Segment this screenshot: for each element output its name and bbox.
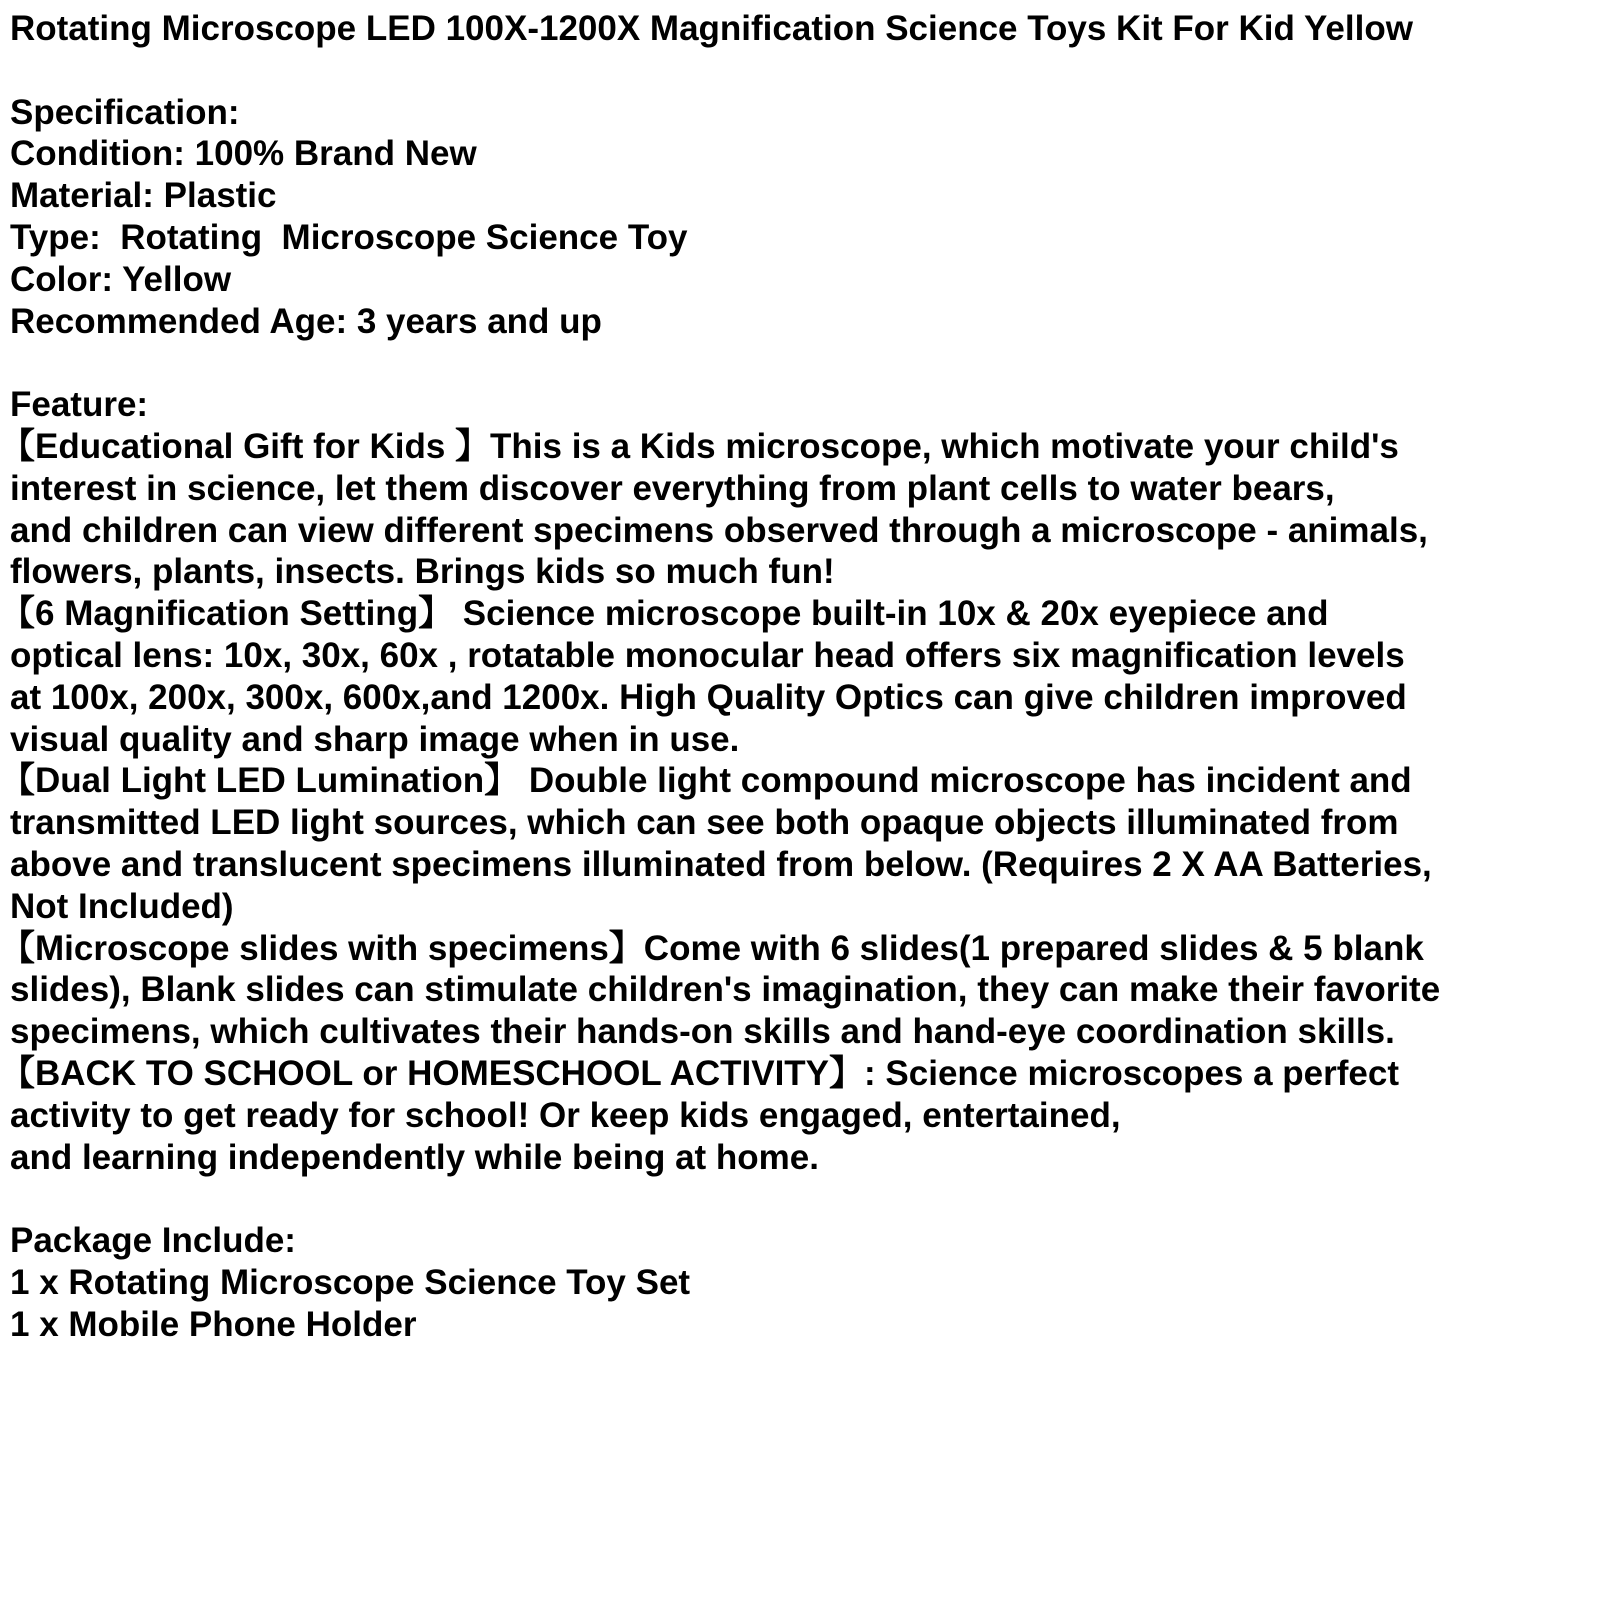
feature-line: at 100x, 200x, 300x, 600x,and 1200x. High Quality Optics can give children improved	[10, 677, 1407, 717]
package-item: 1 x Mobile Phone Holder	[10, 1304, 417, 1344]
feature-line: and children can view different specimens observed through a microscope - animals,	[10, 510, 1428, 550]
feature-line: 【Dual Light LED Lumination】 Double light compound microscope has incident and	[0, 761, 1412, 801]
feature-line: flowers, plants, insects. Brings kids so much fun!	[10, 552, 835, 592]
spec-condition: Condition: 100% Brand New	[10, 134, 477, 174]
feature-heading: Feature:	[10, 385, 149, 425]
feature-section	[0, 384, 1590, 1178]
feature-line: above and translucent specimens illuminated from below. (Requires 2 X AA Batteries,	[10, 844, 1432, 884]
feature-item-back-to-school	[0, 1053, 1590, 1178]
package-item: 1 x Rotating Microscope Science Toy Set	[10, 1262, 691, 1302]
feature-item-slides	[0, 928, 1590, 1053]
feature-line: slides), Blank slides can stimulate children's imagination, they can make their favorite	[10, 970, 1441, 1010]
feature-line: 【BACK TO SCHOOL or HOMESCHOOL ACTIVITY】: Science microscopes a perfect	[0, 1053, 1399, 1093]
spacer	[10, 50, 1590, 92]
feature-line: activity to get ready for school! Or keep kids engaged, entertained,	[10, 1095, 1121, 1135]
spec-color: Color: Yellow	[10, 259, 232, 299]
spec-age: Recommended Age: 3 years and up	[10, 301, 602, 341]
product-description	[0, 8, 1590, 1346]
feature-line: Not Included)	[10, 886, 234, 926]
product-title: Rotating Microscope LED 100X-1200X Magnification Science Toys Kit For Kid Yellow	[10, 9, 1413, 48]
feature-line: 【Microscope slides with specimens】Come with 6 slides(1 prepared slides & 5 blank	[0, 928, 1424, 968]
spec-type: Type: Rotating Microscope Science Toy	[10, 217, 688, 257]
specification-heading: Specification:	[10, 92, 240, 132]
feature-line: optical lens: 10x, 30x, 60x , rotatable monocular head offers six magnification levels	[10, 635, 1405, 675]
feature-line: 【6 Magnification Setting】 Science microscope built-in 10x & 20x eyepiece and	[0, 594, 1329, 634]
feature-line: specimens, which cultivates their hands-on skills and hand-eye coordination skills.	[10, 1012, 1395, 1052]
specification-section	[10, 92, 1590, 343]
feature-line: and learning independently while being at home.	[10, 1137, 819, 1177]
spacer	[10, 1178, 1590, 1220]
feature-item-dual-light	[0, 760, 1590, 927]
spec-material: Material: Plastic	[10, 176, 277, 216]
feature-line: transmitted LED light sources, which can see both opaque objects illuminated from	[10, 803, 1399, 843]
spacer	[10, 342, 1590, 384]
feature-line: 【Educational Gift for Kids 】This is a Kids microscope, which motivate your child's	[0, 426, 1399, 466]
feature-line: interest in science, let them discover everything from plant cells to water bears,	[10, 468, 1335, 508]
feature-line: visual quality and sharp image when in use.	[10, 719, 740, 759]
package-section	[10, 1220, 1590, 1345]
package-heading: Package Include:	[10, 1221, 296, 1261]
feature-item-magnification	[0, 593, 1590, 760]
feature-item-educational-gift	[0, 426, 1590, 593]
